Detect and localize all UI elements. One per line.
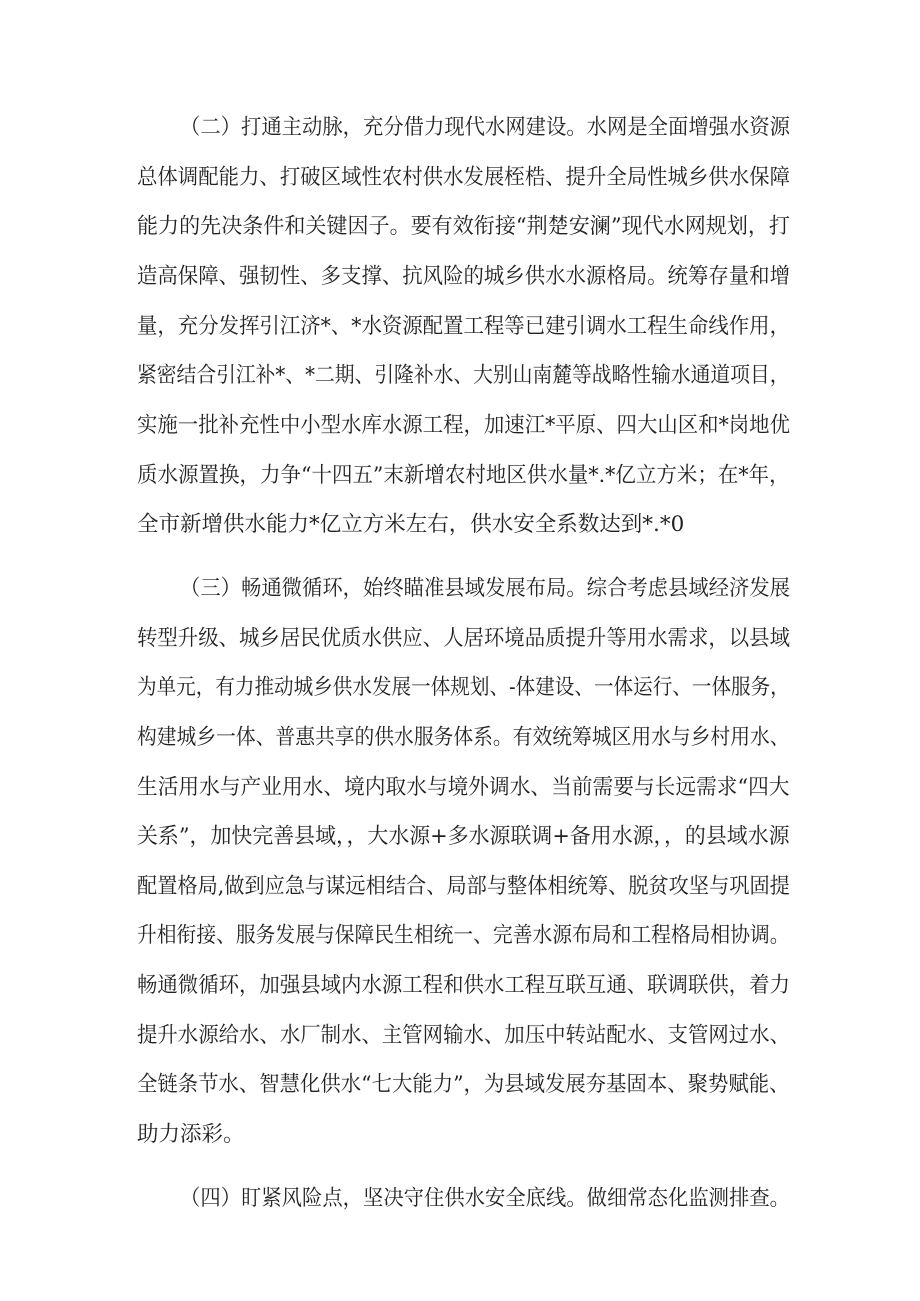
paragraph-2-line-6: 紧密结合引江补*、*二期、引隆补水、大别山南麓等战略性输水通道项目， xyxy=(137,363,790,388)
paragraph-2-line-8: 质水源置换，力争“十四五”末新增农村地区供水量*.*亿立方米；在*年， xyxy=(137,463,790,488)
paragraph-2-line-2: 总体调配能力、打破区域性农村供水发展桎梏、提升全局性城乡供水保障 xyxy=(137,165,790,190)
paragraph-4-line-1: （四）盯紧风险点，坚决守住供水安全底线。做细常态化监测排查。 xyxy=(180,1186,790,1211)
paragraph-3-line-4: 构建城乡一体、普惠共享的供水服务体系。有效统筹城区用水与乡村用水、 xyxy=(137,725,790,750)
paragraph-3-line-1: （三）畅通微循环，始终瞄准县域发展布局。综合考虑县域经济发展 xyxy=(180,576,790,601)
paragraph-3-line-5: 生活用水与产业用水、境内取水与境外调水、当前需要与长远需求“四大 xyxy=(137,775,790,800)
paragraph-2-line-9: 全市新增供水能力*亿立方米左右，供水安全系数达到*.*0 xyxy=(137,512,685,537)
paragraph-3-line-9: 畅通微循环，加强县域内水源工程和供水工程互联互通、联调联供，着力 xyxy=(137,973,790,998)
paragraph-2-line-5: 量，充分发挥引江济*、*水资源配置工程等已建引调水工程生命线作用， xyxy=(137,314,790,339)
paragraph-2-line-3: 能力的先决条件和关键因子。要有效衔接“荆楚安澜”现代水网规划，打 xyxy=(137,214,790,239)
paragraph-3-line-11: 全链条节水、智慧化供水“七大能力”，为县域发展夯基固本、聚势赋能、 xyxy=(137,1072,790,1097)
paragraph-2-line-7: 实施一批补充性中小型水库水源工程，加速江*平原、四大山区和*岗地优 xyxy=(137,413,790,438)
paragraph-2-line-4: 造高保障、强韧性、多支撑、抗风险的城乡供水水源格局。统筹存量和增 xyxy=(137,264,790,289)
paragraph-3-line-10: 提升水源给水、水厂制水、主管网输水、加压中转站配水、支管网过水、 xyxy=(137,1023,790,1048)
paragraph-3-line-12: 助力添彩。 xyxy=(137,1122,245,1147)
paragraph-3-line-8: 升相衔接、服务发展与保障民生相统一、完善水源布局和工程格局相协调。 xyxy=(137,923,790,948)
paragraph-2-line-1: （二）打通主动脉，充分借力现代水网建设。水网是全面增强水资源 xyxy=(180,115,790,140)
paragraph-3-line-2: 转型升级、城乡居民优质水供应、人居环境品质提升等用水需求，以县域 xyxy=(137,626,790,651)
paragraph-3-line-3: 为单元，有力推动城乡供水发展一体规划、-体建设、一体运行、一体服务， xyxy=(137,675,790,700)
paragraph-3-line-7: 配置格局,做到应急与谋远相结合、局部与整体相统筹、脱贫攻坚与巩固提 xyxy=(137,874,790,899)
paragraph-3-line-6: 关系”，加快完善县域，，大水源+多水源联调+备用水源，，的县域水源 xyxy=(137,824,790,849)
